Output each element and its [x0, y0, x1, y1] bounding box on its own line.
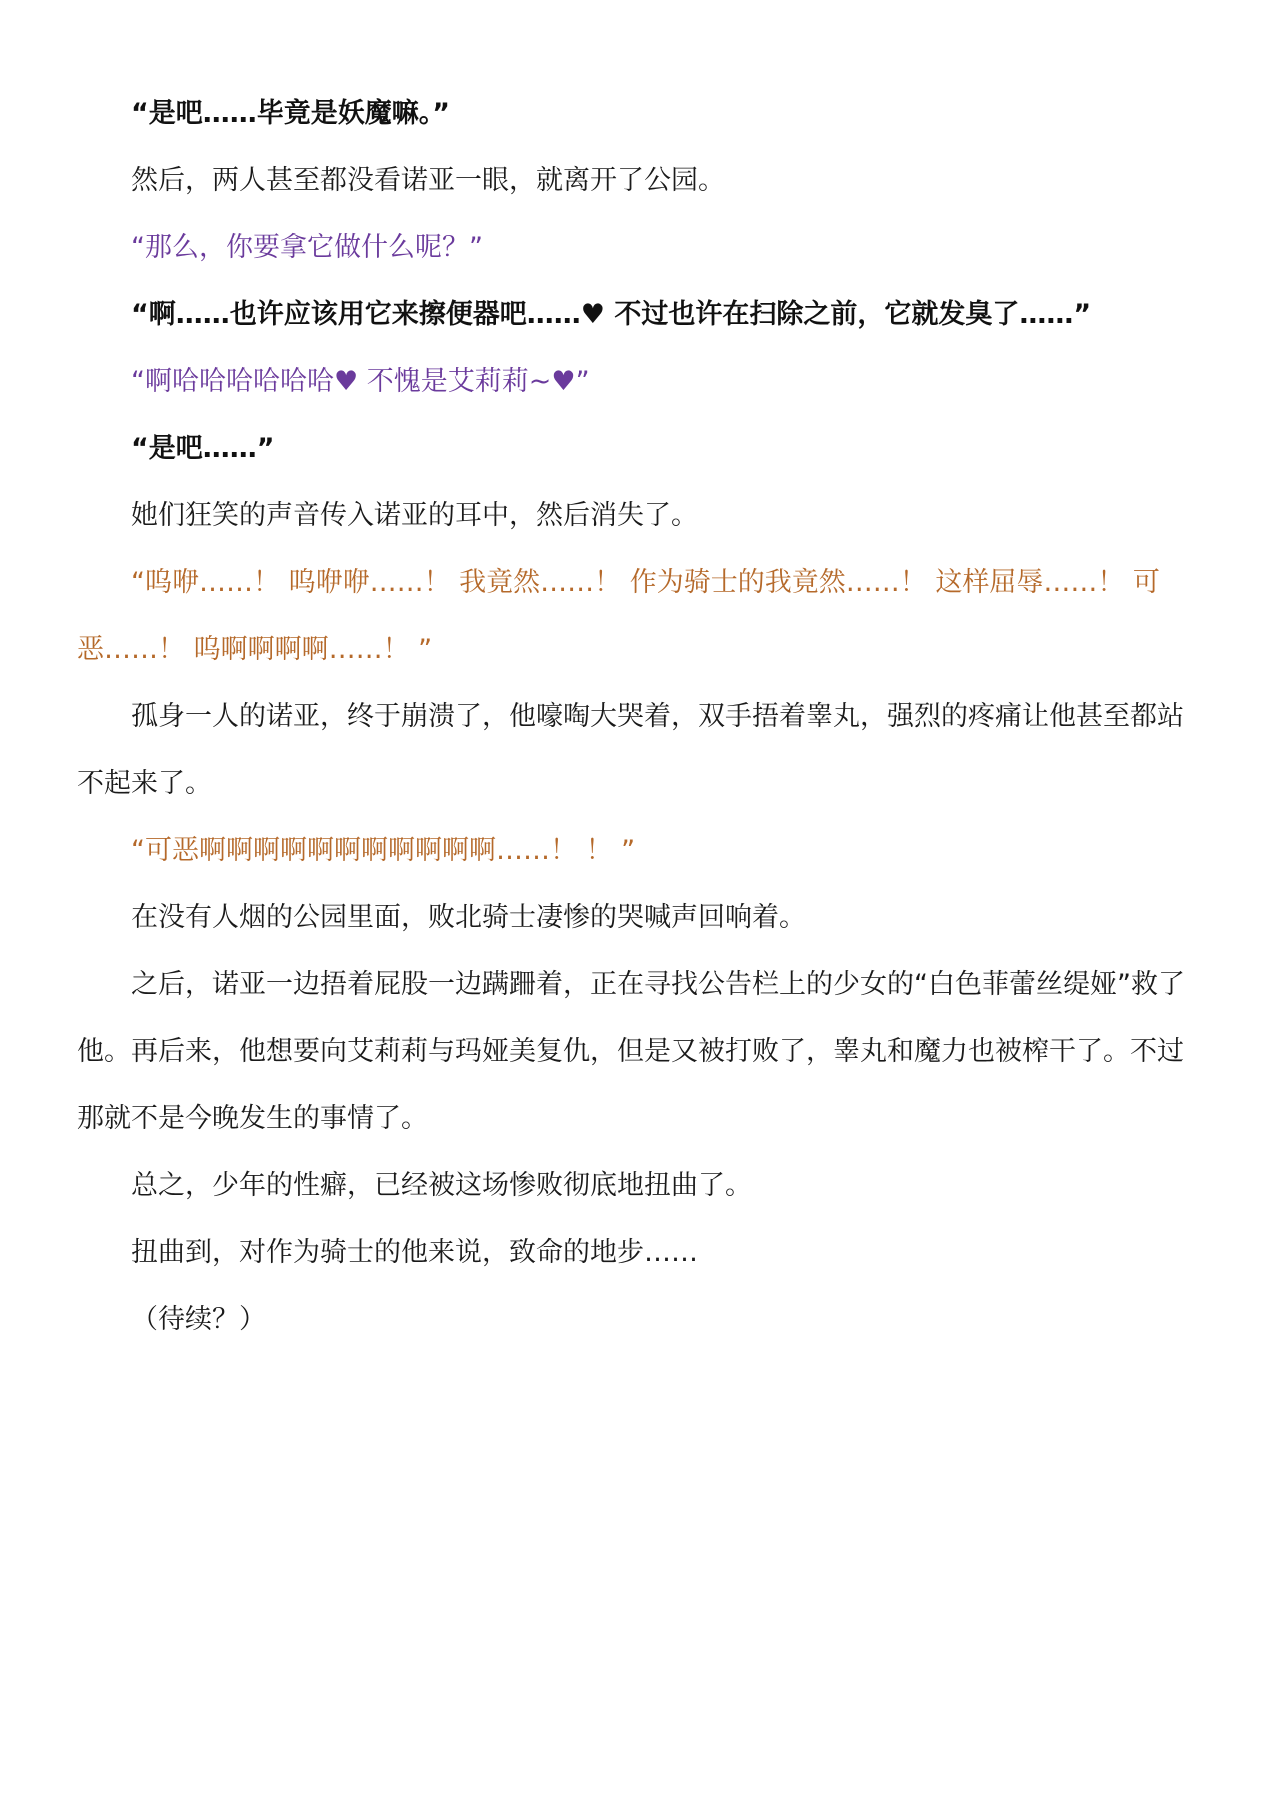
dialogue-line: “那么，你要拿它做什么呢？”: [131, 232, 483, 263]
narration-paragraph: 之后，诺亚一边捂着屁股一边蹒跚着，正在寻找公告栏上的少女的“白色菲蕾丝缇娅”救了他。再后来，他想要向艾莉莉与玛娅美复仇，但是又被打败了，睾丸和魔力也被榨干了。不过那就不是今晚发生的事情了。: [77, 969, 1185, 1134]
narration-paragraph: 她们狂笑的声音传入诺亚的耳中，然后消失了。: [131, 500, 698, 531]
dialogue-line: “呜咿……！ 呜咿咿……！ 我竟然……！ 作为骑士的我竟然……！ 这样屈辱……！ 可恶……！ 呜啊啊啊啊……！ ”: [77, 567, 1160, 665]
to-be-continued: （待续？）: [131, 1304, 266, 1335]
dialogue-line: “是吧……”: [131, 433, 275, 464]
narration-paragraph: 在没有人烟的公园里面，败北骑士凄惨的哭喊声回响着。: [131, 902, 806, 933]
narration-paragraph: 扭曲到，对作为骑士的他来说，致命的地步……: [131, 1237, 698, 1268]
dialogue-line: “可恶啊啊啊啊啊啊啊啊啊啊啊……！ ！ ”: [131, 835, 636, 866]
narration-paragraph: 总之，少年的性癖，已经被这场惨败彻底地扭曲了。: [131, 1170, 752, 1201]
novel-text: [77, 80, 1202, 1353]
narration-paragraph: 孤身一人的诺亚，终于崩溃了，他嚎啕大哭着，双手捂着睾丸，强烈的疼痛让他甚至都站不起来了。: [77, 701, 1184, 799]
dialogue-line: “啊哈哈哈哈哈哈♥ 不愧是艾莉莉~♥”: [131, 366, 590, 397]
dialogue-line: “啊……也许应该用它来擦便器吧……♥ 不过也许在扫除之前，它就发臭了……”: [131, 299, 1092, 330]
narration-paragraph: 然后，两人甚至都没看诺亚一眼，就离开了公园。: [131, 165, 725, 196]
dialogue-line: “是吧……毕竟是妖魔嘛。”: [131, 98, 450, 129]
